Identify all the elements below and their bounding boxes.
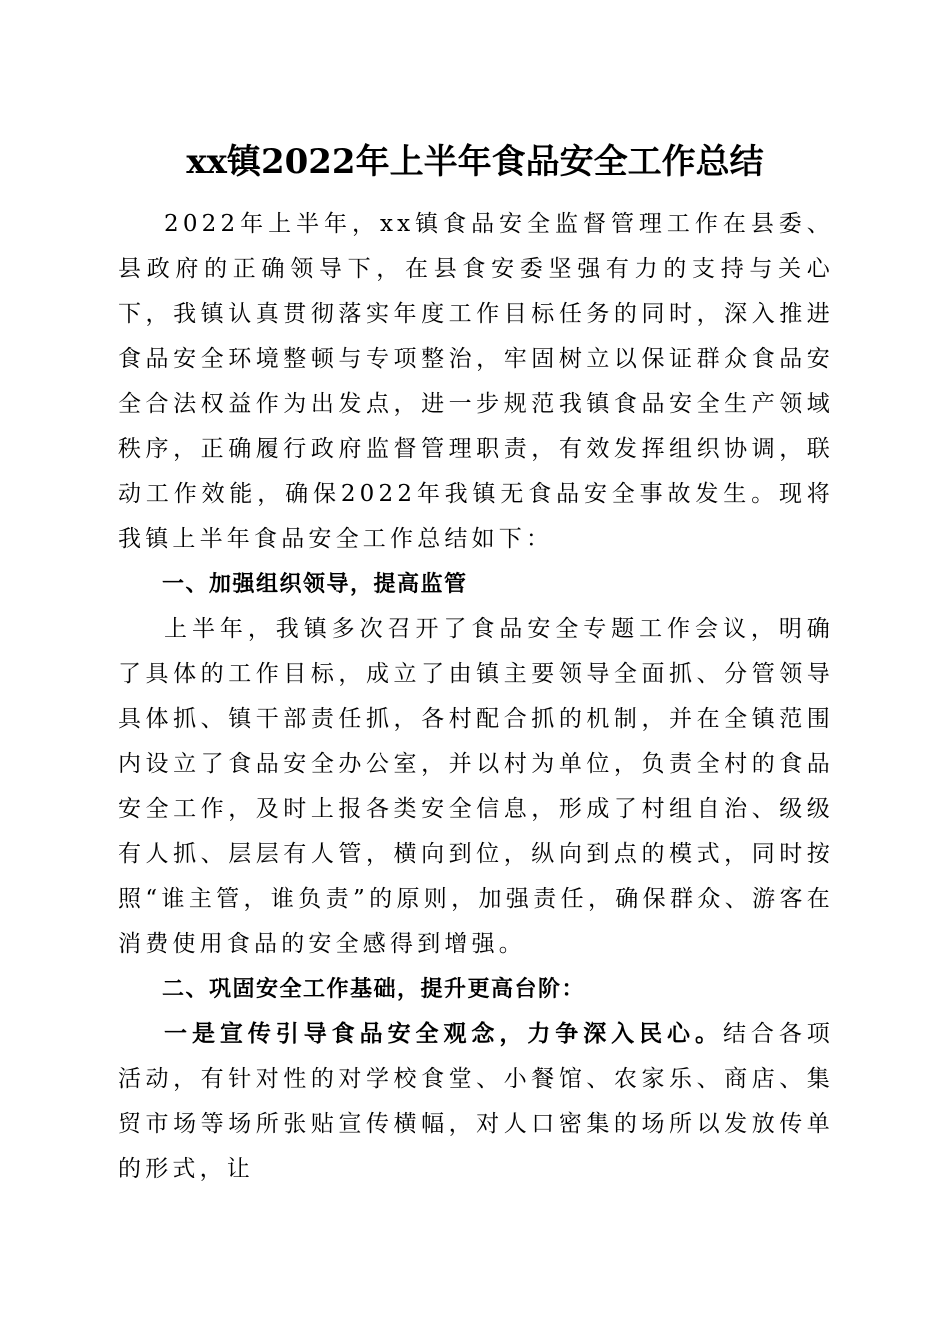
document-body xyxy=(118,202,834,1192)
section-1-heading: 一、加强组织领导，提高监管 xyxy=(162,572,468,597)
intro-paragraph: 2022年上半年，xx镇食品安全监督管理工作在县委、县政府的正确领导下，在县食安委坚强有力的支持与关心下，我镇认真贯彻落实年度工作目标任务的同时，深入推进食品安全环境整顿与专项整治，牢固树立以保证群众食品安全合法权益作为出发点，进一步规范我镇食品安全生产领域秩序，正确履行政府监督管理职责，有效发挥组织协调，联动工作效能，确保2022年我镇无食品安全事故发生。现将我镇上半年食品安全工作总结如下： xyxy=(118,211,834,552)
section-2-paragraph xyxy=(118,1012,834,1192)
document-title: xx镇2022年上半年食品安全工作总结 xyxy=(186,142,764,182)
section-2-lead: 一是宣传引导食品安全观念，力争深入民心。 xyxy=(164,1021,723,1047)
section-1-paragraph: 上半年，我镇多次召开了食品安全专题工作会议，明确了具体的工作目标，成立了由镇主要领导全面抓、分管领导具体抓、镇干部责任抓，各村配合抓的机制，并在全镇范围内设立了食品安全办公室，并以村为单位，负责全村的食品安全工作，及时上报各类安全信息，形成了村组自治、级级有人抓、层层有人管，横向到位，纵向到点的模式，同时按照“谁主管，谁负责”的原则，加强责任，确保群众、游客在消费使用食品的安全感得到增强。 xyxy=(118,616,834,957)
section-2-heading: 二、巩固安全工作基础，提升更高台阶： xyxy=(162,977,586,1002)
section-2-text: 结合各项活动，有针对性的对学校食堂、小餐馆、农家乐、商店、集贸市场等场所张贴宣传横幅，对人口密集的场所以发放传单的形式，让 xyxy=(118,1021,834,1182)
